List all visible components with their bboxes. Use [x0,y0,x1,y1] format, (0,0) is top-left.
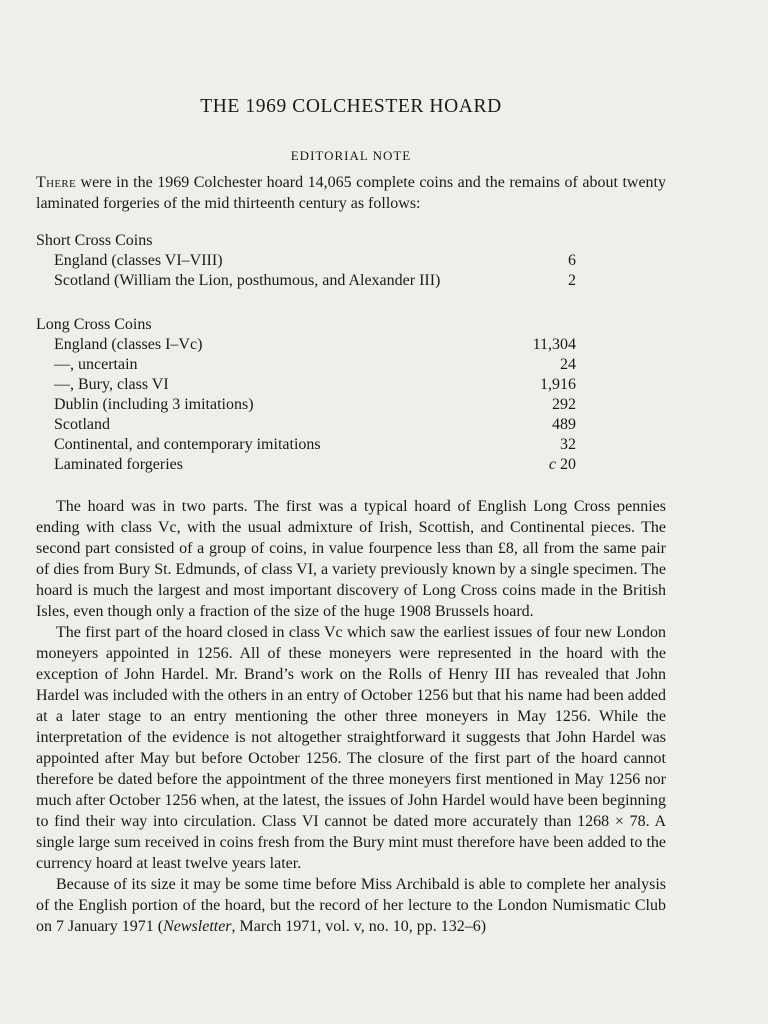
long-cross-section [36,314,666,475]
row-value: 489 [552,416,576,433]
row-value: 24 [560,356,576,373]
table-row [36,375,666,395]
short-cross-heading: Short Cross Coins [36,232,153,249]
row-label: Continental, and contemporary imitations [54,436,321,453]
short-cross-section [36,230,666,291]
row-value: 11,304 [532,336,576,353]
row-value: 292 [552,396,576,413]
table-row [36,251,666,271]
row-value: 6 [568,252,576,269]
p3-text-b: , March 1971, vol. v, no. 10, pp. 132–6) [231,918,487,935]
intro-paragraph [36,172,666,214]
row-label: Dublin (including 3 imitations) [54,396,254,413]
row-label: Scotland [54,416,110,433]
row-label: Laminated forgeries [54,456,183,473]
table-row [36,355,666,375]
row-label: England (classes I–Vc) [54,336,203,353]
row-value [506,455,576,475]
table-row [36,335,666,355]
row-label: Scotland (William the Lion, posthumous, and Alexander III) [54,272,441,289]
row-value: 2 [568,272,576,289]
row-value: 1,916 [540,376,576,393]
table-row [36,455,666,475]
table-row [36,271,666,291]
body-paragraph-2: The first part of the hoard closed in class Vc which saw the earliest issues of four new London moneyers appointed in 1256. All of these moneyers were represented in the hoard with the exception of John Hardel. Mr. Brand’s work on the Rolls of Henry III has revealed that John Hardel was included with the others in an entry of October 1256 but that his name had been added at a later stage to an entry mentioning the other three moneyers in May 1256. While the interpretation of the evidence is not altogether straightforward it suggests that John Hardel was appointed after May but before October 1256. The closure of the first part of the hoard cannot therefore be dated before the appointment of the three moneyers first mentioned in May 1256 nor much after October 1256 when, at the latest, the issues of John Hardel would have been beginning to find their way into circulation. Class VI cannot be dated more accurately than 1268 × 78. A single large sum received in coins fresh from the Bury mint must therefore have been added to the currency hoard at least twelve years later. [36,624,666,872]
article-title: THE 1969 COLCHESTER HOARD [200,96,502,117]
row-value-prefix: c [548,456,556,473]
body-paragraph-1: The hoard was in two parts. The first was a typical hoard of English Long Cross pennies ending with class Vc, with the usual admixture of Irish, Scottish, and Continental pieces. The second part consisted of a group of coins, in value fourpence less than £8, all from the same pair of dies from Bury St. Edmunds, of class VI, a variety previously known by a single specimen. The hoard is much the largest and most important discovery of Long Cross coins made in the British Isles, even though only a fraction of the size of the huge 1908 Brussels hoard. [36,498,666,620]
article-subtitle: EDITORIAL NOTE [290,148,412,163]
p3-text-a: Because of its size it may be some time before Miss Archibald is able to complete her analysis of the English portion of the hoard, but the record of her lecture to the London Numismatic Club on 7 January 1971 ( [36,876,666,935]
table-row [36,435,666,455]
row-label: —, Bury, class VI [54,376,169,393]
long-cross-heading: Long Cross Coins [36,316,152,333]
p3-newsletter-title: Newsletter [163,918,232,935]
row-label: England (classes VI–VIII) [54,252,223,269]
row-value: 32 [560,436,576,453]
table-row [36,395,666,415]
body-paragraph-3 [36,874,666,937]
row-label: —, uncertain [54,356,138,373]
row-value-number: 20 [556,456,576,473]
intro-text: were in the 1969 Colchester hoard 14,065 complete coins and the remains of about twenty laminated forgeries of the mid thirteenth century as follows: [36,174,666,212]
article-body [36,496,666,937]
intro-lead-word: There [36,174,76,191]
table-row [36,415,666,435]
